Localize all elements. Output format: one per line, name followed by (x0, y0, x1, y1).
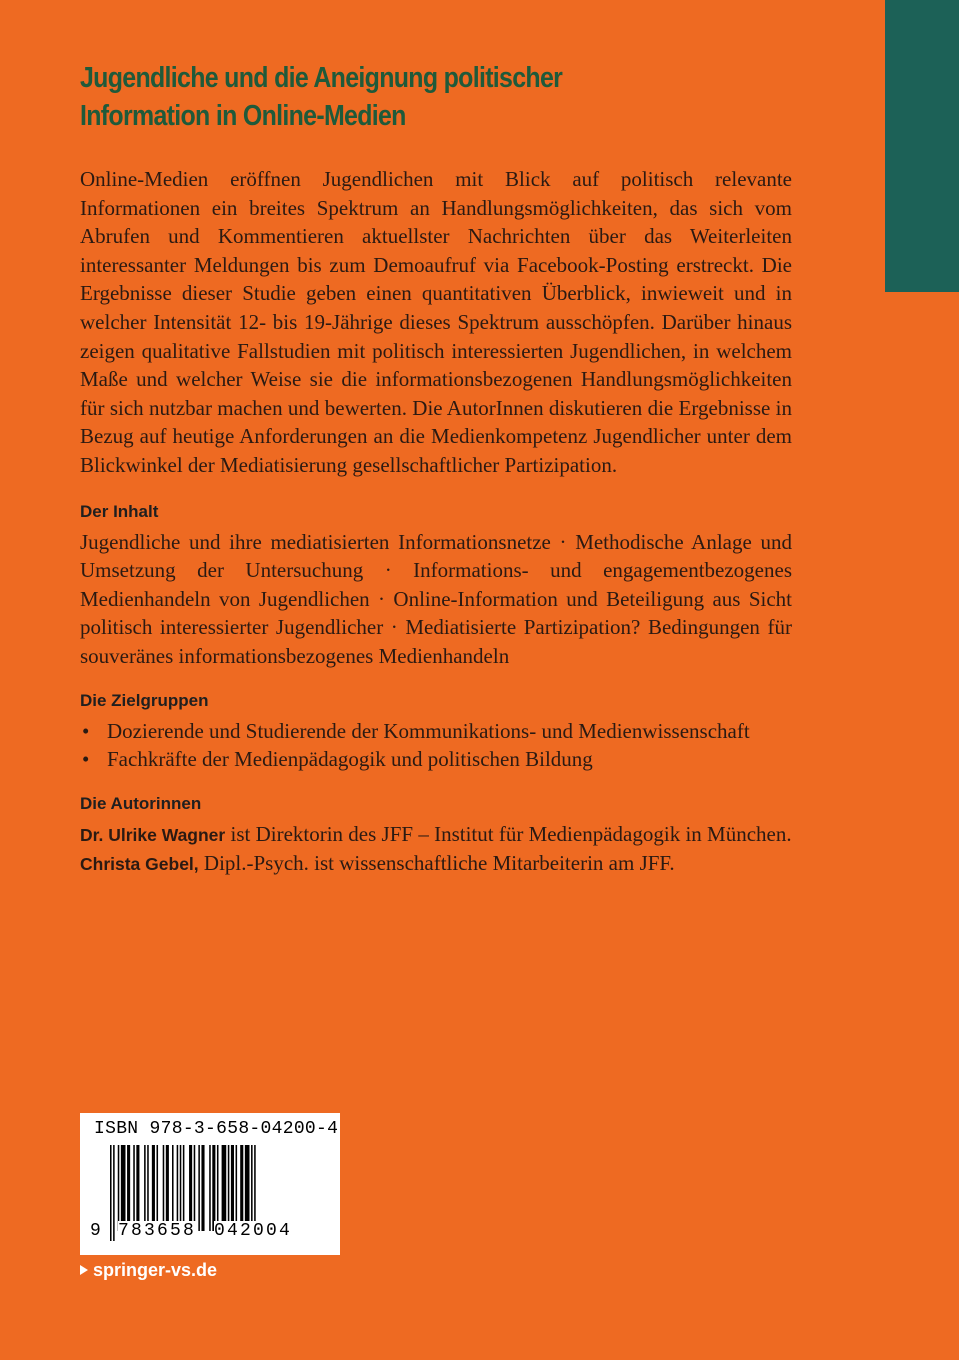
barcode-bar (228, 1145, 230, 1231)
barcode-bar (231, 1145, 234, 1231)
zielgruppen-heading: Die Zielgruppen (80, 690, 209, 710)
barcode-bar (110, 1145, 112, 1241)
inhalt-heading: Der Inhalt (80, 501, 159, 521)
intro-paragraph: Online-Medien eröffnen Jugendlichen mit Blick auf politisch relevante Informationen ein breites Spektrum an Handlungsmöglichkeiten, das sich vom Abrufen und Kommentieren aktuellster Nachrichten über das Weiterleiten interessanter Meldungen bis zum Demoaufruf via Facebook-Posting erstreckt. Die Ergebnisse dieser Studie geben einen quantitativen Überblick, inwieweit und in welcher Intensität 12- bis 19-Jährige dieses Spektrum ausschöpfen. Darüber hinaus zeigen qualitative Fallstudien mit politisch interessierten Jugendlichen, in welchem Maße und welcher Weise sie die informationsbezogenen Handlungsmöglichkeiten für sich nutzbar machen und bewerten. Die AutorInnen diskutieren die Ergebnisse in Bezug auf heutige Anforderungen an die Medienkompetenz Jugendlicher unter dem Blickwinkel der Mediatisierung gesellschaftlicher Partizipation. (80, 167, 792, 477)
ean-left-digits: 783658 (118, 1221, 197, 1241)
book-title (80, 59, 734, 135)
cover-accent-tab (885, 0, 959, 292)
bullet-icon: • (82, 747, 90, 772)
barcode-bar (147, 1145, 149, 1231)
author-entry (80, 820, 792, 850)
barcode-bar (194, 1145, 196, 1231)
barcode-bar (222, 1145, 227, 1231)
ean-first-digit: 9 (90, 1221, 101, 1241)
author-name: Dr. Ulrike Wagner (80, 824, 226, 845)
zielgruppen-list (80, 717, 792, 774)
book-title-line-2: Information in Online-Medien (80, 100, 406, 133)
barcode-bar (177, 1145, 179, 1231)
barcode-bar (209, 1145, 211, 1231)
list-item-text: Dozierende und Studierende der Kommunikations- und Medienwissenschaft (107, 718, 750, 743)
barcode-bar (163, 1145, 165, 1231)
author-description: ist Direktorin des JFF – Institut für Medienpädagogik in München. (225, 821, 792, 846)
barcode-bar (118, 1145, 120, 1231)
publisher-website[interactable] (80, 1260, 217, 1281)
barcode-bar (212, 1145, 215, 1231)
author-entry (80, 849, 792, 879)
barcode-bar (166, 1145, 169, 1231)
barcode-bar (136, 1145, 139, 1231)
barcode-bar (189, 1145, 192, 1231)
barcode-bar (245, 1145, 250, 1231)
barcode-bar (113, 1145, 115, 1241)
barcode-bar (144, 1145, 146, 1231)
blurb-content (80, 165, 792, 879)
barcode-bar (201, 1145, 204, 1231)
author-name: Christa Gebel, (80, 854, 199, 875)
autorinnen-heading: Die Autorinnen (80, 793, 202, 813)
barcode-bar (152, 1145, 155, 1231)
isbn-barcode (80, 1113, 340, 1255)
barcode-bar (217, 1145, 219, 1231)
list-item (80, 717, 792, 746)
bullet-icon: • (82, 718, 90, 743)
author-description: Dipl.-Psych. ist wissenschaftliche Mitarbeiterin am JFF. (198, 851, 675, 876)
barcode-bar (172, 1145, 174, 1231)
barcode-bar (198, 1145, 200, 1231)
ean-right-digits: 042004 (214, 1221, 293, 1241)
barcode-bar (240, 1145, 243, 1231)
list-item (80, 745, 792, 774)
barcode-bar (157, 1145, 159, 1231)
list-item-text: Fachkräfte der Medienpädagogik und politischen Bildung (107, 747, 593, 772)
website-label: springer-vs.de (93, 1260, 218, 1280)
barcode-bar (121, 1145, 126, 1231)
book-title-line-1: Jugendliche und die Aneignung politischer (80, 62, 563, 95)
isbn-number: ISBN 978-3-658-04200-4 (94, 1119, 339, 1139)
barcode-bar (127, 1145, 130, 1231)
arrow-right-icon (80, 1265, 88, 1275)
inhalt-text: Jugendliche und ihre mediatisierten Informationsnetze · Methodische Anlage und Umsetzung der Untersuchung · Informations- und engagementbezogenes Medienhandeln von Jugendlichen · Online-Information und Beteiligung aus Sicht politisch interessierter Jugendlicher · Mediatisierte Partizipation? Bedingungen für souveränes informationsbezogenes Medienhandeln (80, 529, 792, 668)
barcode-bar (251, 1145, 253, 1231)
barcode-bar (236, 1145, 238, 1231)
barcode-bar (133, 1145, 135, 1231)
